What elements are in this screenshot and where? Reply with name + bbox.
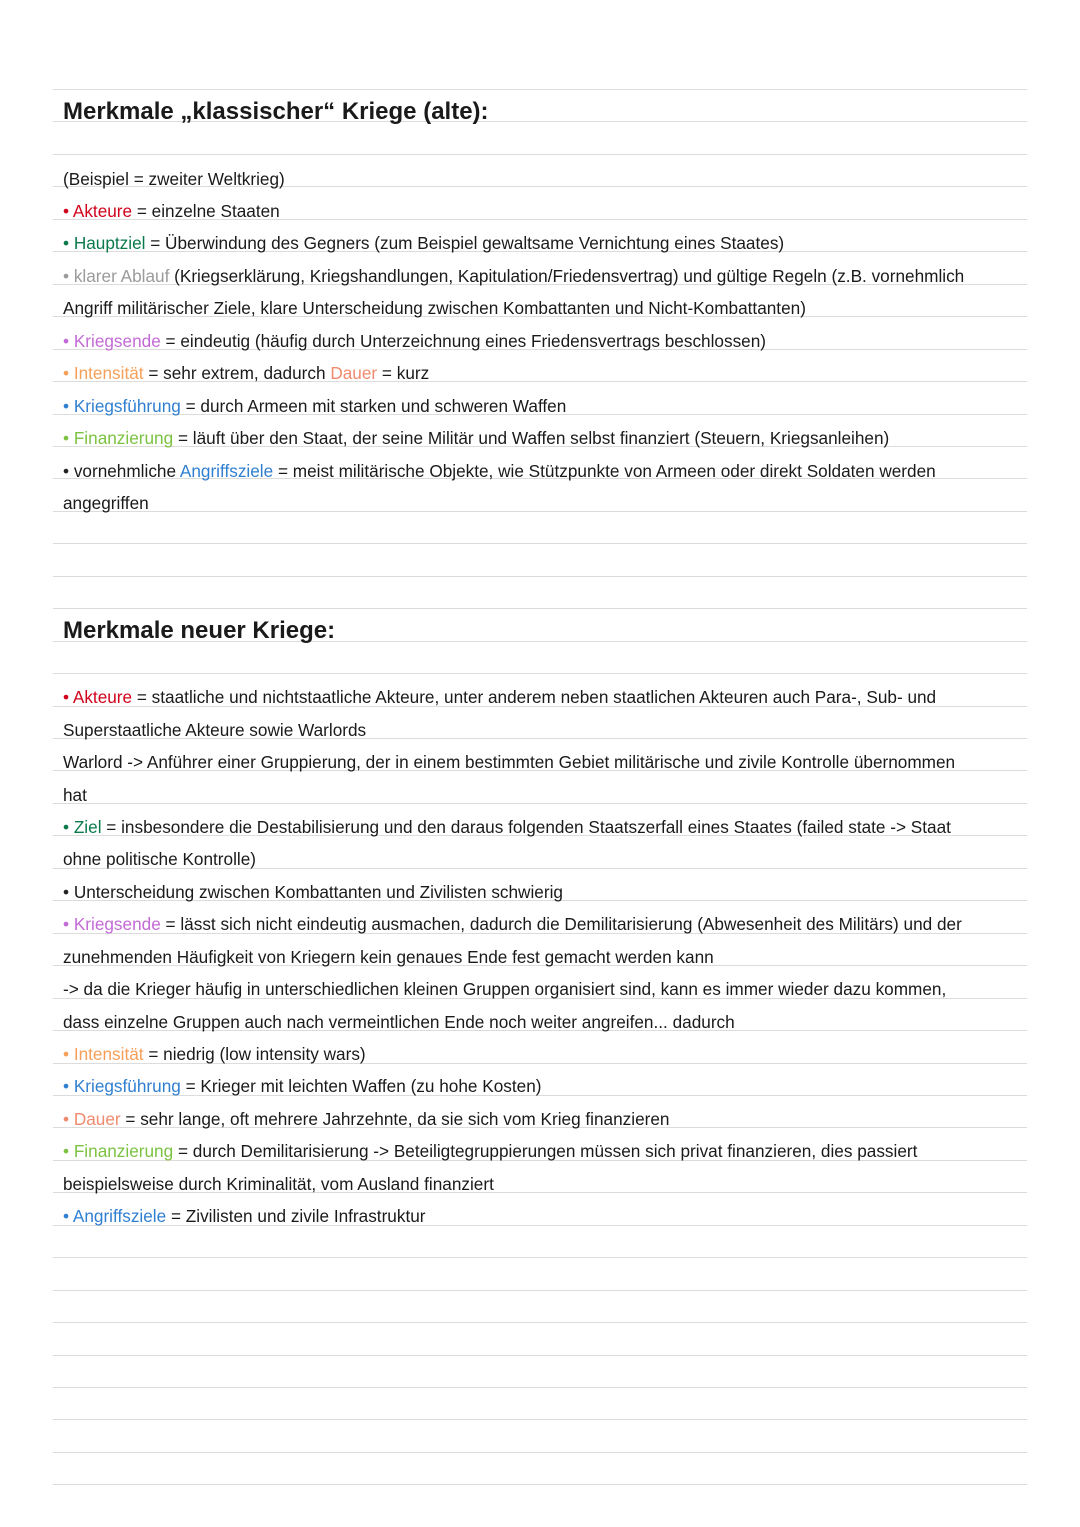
text-angriffsziele: = Zivilisten und zivile Infrastruktur bbox=[166, 1206, 426, 1226]
text-akteure: = einzelne Staaten bbox=[132, 201, 280, 221]
bullet: • bbox=[63, 461, 70, 481]
ruled-line bbox=[53, 673, 1027, 674]
list-item-kriegsende-cont-3 bbox=[63, 1011, 1023, 1033]
list-item-dauer-new bbox=[63, 1108, 1023, 1130]
term-ziel: Ziel bbox=[73, 817, 102, 837]
term-dauer: Dauer bbox=[73, 1109, 121, 1129]
ruled-line bbox=[53, 543, 1027, 544]
ruled-line bbox=[53, 608, 1027, 609]
text-angriffsziele-prefix: vornehmliche bbox=[73, 461, 180, 481]
list-item-hauptziel bbox=[63, 232, 1023, 254]
text-kriegsende: = eindeutig (häufig durch Unterzeichnung eines Friedensvertrags beschlossen) bbox=[160, 331, 767, 351]
ruled-line bbox=[53, 1322, 1027, 1323]
term-angriffsziele: Angriffsziele bbox=[72, 1206, 167, 1226]
text-akteure-2: Superstaatliche Akteure sowie Warlords bbox=[63, 720, 367, 740]
term-intensitaet: Intensität bbox=[73, 1044, 144, 1064]
text-hauptziel: = Überwindung des Gegners (zum Beispiel gewaltsame Vernichtung eines Staates) bbox=[145, 233, 785, 253]
list-item-ziel-cont bbox=[63, 848, 1023, 870]
list-item-ablauf-cont bbox=[63, 297, 1023, 319]
term-kriegsende: Kriegsende bbox=[73, 331, 161, 351]
term-kriegsfuehrung: Kriegsführung bbox=[73, 1076, 181, 1096]
list-item-angriffsziele-classic bbox=[63, 460, 1023, 482]
term-intensitaet: Intensität bbox=[73, 363, 144, 383]
bullet: • bbox=[63, 1109, 70, 1129]
ruled-line bbox=[53, 154, 1027, 155]
term-kriegsende: Kriegsende bbox=[73, 914, 161, 934]
text-finanzierung-1: = durch Demilitarisierung -> Beteiligtegruppierungen müssen sich privat finanzieren, dies passiert bbox=[173, 1141, 918, 1161]
text-kriegsende-4: dass einzelne Gruppen auch nach vermeintlichen Ende noch weiter angreifen... dadurch bbox=[63, 1012, 735, 1032]
text-finanzierung-2: beispielsweise durch Kriminalität, vom Ausland finanziert bbox=[63, 1174, 494, 1194]
text-kriegsfuehrung: = durch Armeen mit starken und schweren Waffen bbox=[180, 396, 567, 416]
text-kriegsende-2: zunehmenden Häufigkeit von Kriegern kein genaues Ende fest gemacht werden kann bbox=[63, 947, 714, 967]
list-item-akteure-new bbox=[63, 686, 1023, 708]
bullet: • bbox=[63, 1141, 70, 1161]
list-item-finanzierung-cont bbox=[63, 1173, 1023, 1195]
ruled-line bbox=[53, 1257, 1027, 1258]
section-heading-classic-wars: Merkmale „klassischer“ Kriege (alte): bbox=[63, 98, 489, 125]
list-item-intensitaet-new bbox=[63, 1043, 1023, 1065]
text-angriffsziele-1: = meist militärische Objekte, wie Stützpunkte von Armeen oder direkt Soldaten werden bbox=[273, 461, 936, 481]
list-item-ziel bbox=[63, 816, 1023, 838]
ruled-line bbox=[53, 1452, 1027, 1453]
term-finanzierung: Finanzierung bbox=[73, 428, 174, 448]
bullet: • bbox=[63, 1206, 70, 1226]
ruled-line bbox=[53, 1419, 1027, 1420]
text-warlord-2: hat bbox=[63, 785, 87, 805]
bullet: • bbox=[63, 331, 70, 351]
list-item-kriegsende-new bbox=[63, 913, 1023, 935]
bullet: • bbox=[63, 233, 70, 253]
bullet: • bbox=[63, 687, 70, 707]
ruled-line bbox=[53, 1355, 1027, 1356]
term-angriffsziele: Angriffsziele bbox=[179, 461, 274, 481]
text-warlord-1: Warlord -> Anführer einer Gruppierung, der in einem bestimmten Gebiet militärische und zivile Kontrolle übernommen bbox=[63, 752, 956, 772]
term-akteure: Akteure bbox=[72, 201, 133, 221]
ruled-line bbox=[53, 1484, 1027, 1485]
list-item-akteure-classic bbox=[63, 200, 1023, 222]
text-unterscheidung: Unterscheidung zwischen Kombattanten und Zivilisten schwierig bbox=[73, 882, 563, 902]
text-ziel-1: = insbesondere die Destabilisierung und den daraus folgenden Staatszerfall eines Staates (failed state -> Staat bbox=[101, 817, 951, 837]
list-item-kriegsende-classic bbox=[63, 330, 1023, 352]
bullet: • bbox=[63, 266, 70, 286]
list-item-kriegsende-cont-1 bbox=[63, 946, 1023, 968]
text-kriegsfuehrung: = Krieger mit leichten Waffen (zu hohe Kosten) bbox=[180, 1076, 542, 1096]
text-ziel-2: ohne politische Kontrolle) bbox=[63, 849, 256, 869]
list-item-kriegsende-cont-2 bbox=[63, 978, 1023, 1000]
list-item-akteure-cont bbox=[63, 719, 1023, 741]
bullet: • bbox=[63, 817, 70, 837]
bullet: • bbox=[63, 1044, 70, 1064]
text-angriffsziele-2: angegriffen bbox=[63, 493, 149, 513]
list-item-angriffsziele-cont bbox=[63, 492, 1023, 514]
term-dauer: Dauer bbox=[330, 363, 378, 383]
bullet: • bbox=[63, 914, 70, 934]
example-line bbox=[63, 168, 1023, 190]
bullet: • bbox=[63, 428, 70, 448]
text-dauer: = sehr lange, oft mehrere Jahrzehnte, da sie sich vom Krieg finanzieren bbox=[120, 1109, 670, 1129]
section-heading-new-wars: Merkmale neuer Kriege: bbox=[63, 617, 336, 644]
text-kriegsende-3: -> da die Krieger häufig in unterschiedlichen kleinen Gruppen organisiert sind, kann es immer wieder dazu kommen, bbox=[63, 979, 947, 999]
text-kriegsende-1: = lässt sich nicht eindeutig ausmachen, dadurch die Demilitarisierung (Abwesenheit des Militärs) und der bbox=[160, 914, 962, 934]
ruled-line bbox=[53, 89, 1027, 90]
bullet: • bbox=[63, 363, 70, 383]
list-item-finanzierung-new bbox=[63, 1140, 1023, 1162]
term-finanzierung: Finanzierung bbox=[73, 1141, 174, 1161]
text-intensitaet: = niedrig (low intensity wars) bbox=[143, 1044, 366, 1064]
bullet: • bbox=[63, 882, 70, 902]
list-item-angriffsziele-new bbox=[63, 1205, 1023, 1227]
term-kriegsfuehrung: Kriegsführung bbox=[73, 396, 181, 416]
term-hauptziel: Hauptziel bbox=[73, 233, 146, 253]
text-akteure-1: = staatliche und nichtstaatliche Akteure, unter anderem neben staatlichen Akteuren auch Para-, Sub- und bbox=[132, 687, 937, 707]
list-item-finanzierung-classic bbox=[63, 427, 1023, 449]
ruled-line bbox=[53, 1387, 1027, 1388]
list-item-ablauf bbox=[63, 265, 1023, 287]
bullet: • bbox=[63, 201, 70, 221]
text-finanzierung: = läuft über den Staat, der seine Militär und Waffen selbst finanziert (Steuern, Kriegsanleihen) bbox=[173, 428, 890, 448]
list-item-kriegsfuehrung-classic bbox=[63, 395, 1023, 417]
warlord-definition-cont bbox=[63, 784, 1023, 806]
term-ablauf: klarer Ablauf bbox=[73, 266, 170, 286]
warlord-definition bbox=[63, 751, 1023, 773]
list-item-intensitaet-classic bbox=[63, 362, 1023, 384]
example-text: (Beispiel = zweiter Weltkrieg) bbox=[63, 169, 285, 189]
bullet: • bbox=[63, 396, 70, 416]
list-item-unterscheidung bbox=[63, 881, 1023, 903]
text-dauer: = kurz bbox=[377, 363, 430, 383]
ruled-line bbox=[53, 1290, 1027, 1291]
ruled-line bbox=[53, 576, 1027, 577]
text-intensitaet: = sehr extrem, dadurch bbox=[143, 363, 331, 383]
text-ablauf-2: Angriff militärischer Ziele, klare Unterscheidung zwischen Kombattanten und Nicht-Kombattanten) bbox=[63, 298, 806, 318]
term-akteure: Akteure bbox=[72, 687, 133, 707]
bullet: • bbox=[63, 1076, 70, 1096]
text-ablauf-1: (Kriegserklärung, Kriegshandlungen, Kapitulation/Friedensvertrag) und gültige Regeln (z.B. vornehmlich bbox=[169, 266, 965, 286]
list-item-kriegsfuehrung-new bbox=[63, 1075, 1023, 1097]
